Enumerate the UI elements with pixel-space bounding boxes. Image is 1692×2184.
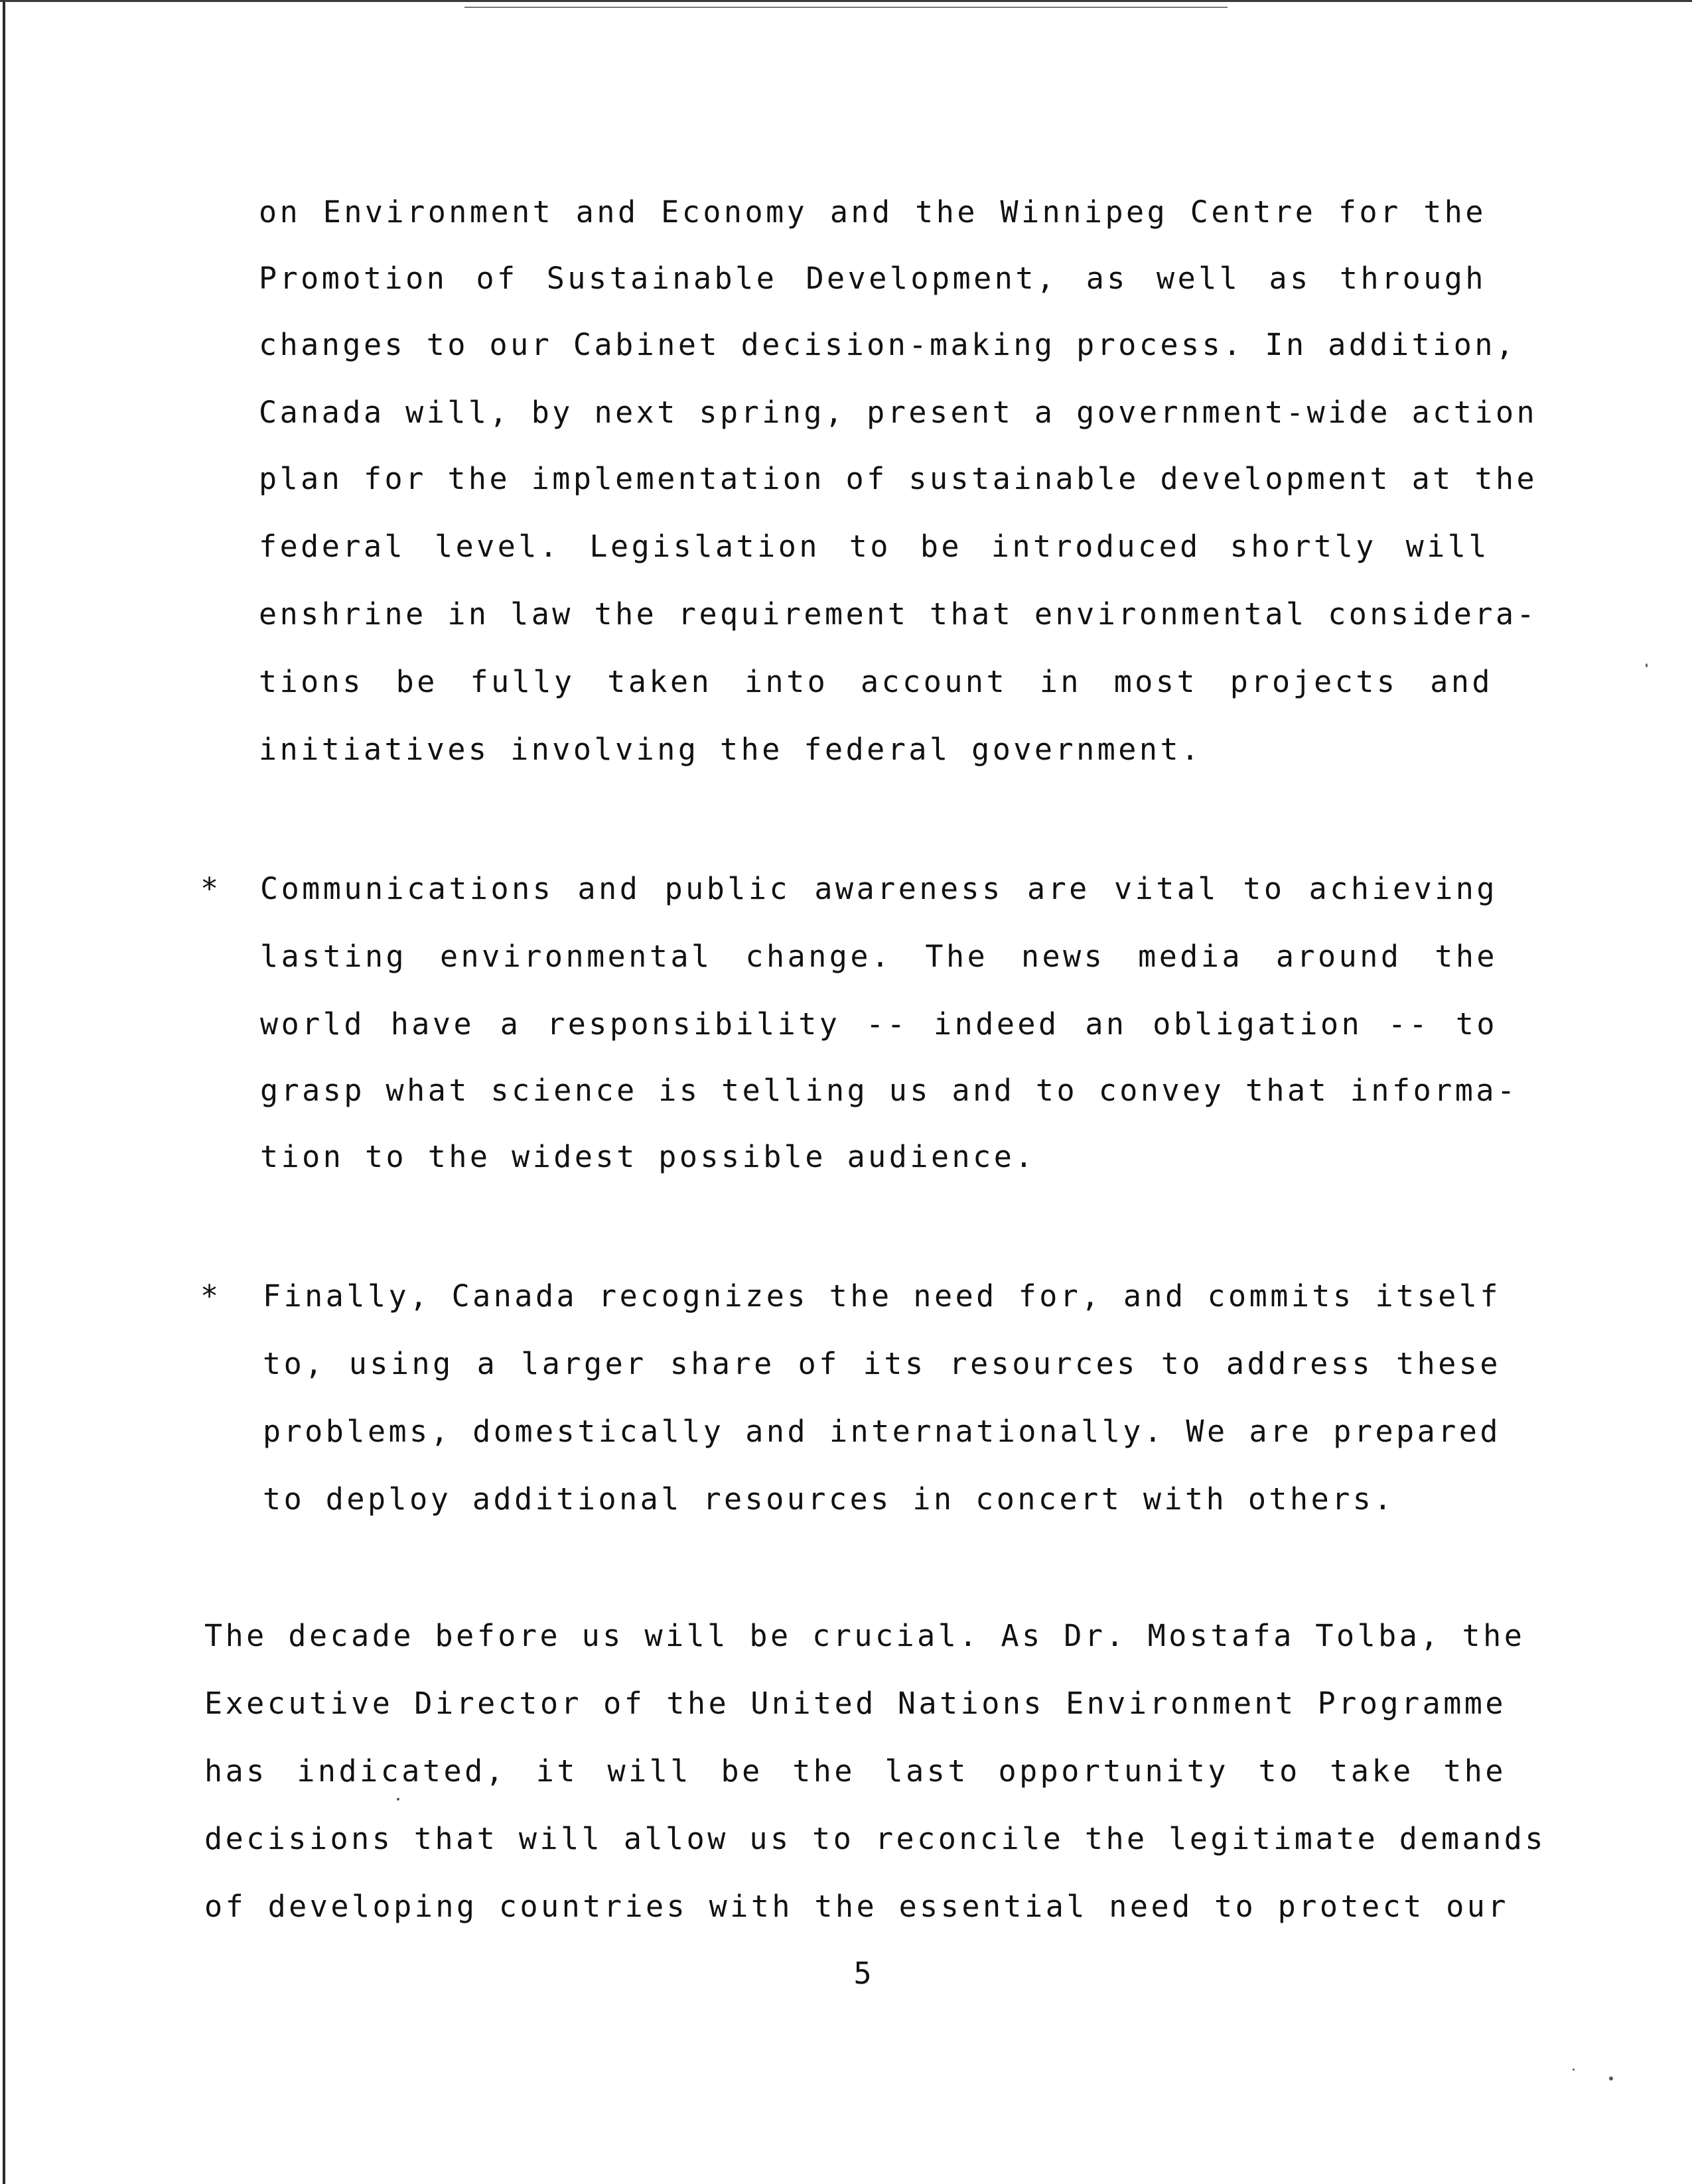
- scan-speck: [1609, 2077, 1613, 2081]
- bullet-line: to deploy additional resources in concert with others.: [263, 1481, 1395, 1517]
- bullet-line: world have a responsibility -- indeed an obligation -- to: [260, 1006, 1498, 1042]
- scan-speck: [397, 1798, 399, 1801]
- bullet-item-communications: [260, 869, 1518, 1188]
- paragraph-line: enshrine in law the requirement that environmental considera-: [259, 596, 1538, 632]
- scan-left-edge: [3, 0, 5, 2184]
- paragraph-line: Canada will, by next spring, present a government-wide action: [259, 395, 1538, 430]
- paragraph-line: decisions that will allow us to reconcile the legitimate demands: [204, 1821, 1546, 1856]
- scan-speck: [1573, 2069, 1575, 2071]
- bullet-line: Finally, Canada recognizes the need for, and commits itself: [263, 1278, 1501, 1314]
- paragraph-line: plan for the implementation of sustainable development at the: [259, 461, 1538, 496]
- paragraph-line: tions be fully taken into account in most projects and: [259, 664, 1493, 699]
- paragraph-line: changes to our Cabinet decision-making process. In addition,: [259, 327, 1517, 362]
- paragraph-line: on Environment and Economy and the Winnipeg Centre for the: [259, 194, 1486, 230]
- closing-paragraph: [204, 1616, 1546, 1935]
- scan-top-edge: [0, 0, 1692, 2]
- scan-top-rule: [464, 7, 1228, 8]
- paragraph-line: initiatives involving the federal government.: [259, 732, 1202, 767]
- bullet-line: Communications and public awareness are vital to achieving: [260, 871, 1498, 906]
- paragraph-line: of developing countries with the essential need to protect our: [204, 1889, 1509, 1924]
- paragraph-line: Executive Director of the United Nations Environment Programme: [204, 1686, 1506, 1721]
- paragraph-line: federal level. Legislation to be introduced shortly will: [259, 529, 1490, 564]
- bullet-line: grasp what science is telling us and to convey that informa-: [260, 1073, 1518, 1108]
- bullet-line: problems, domestically and internationally. We are prepared: [263, 1414, 1501, 1449]
- scan-speck: [1646, 663, 1648, 667]
- bullet-line: lasting environmental change. The news media around the: [260, 939, 1498, 974]
- page-number: 5: [853, 1956, 872, 1991]
- bullet-line: to, using a larger share of its resources to address these: [263, 1346, 1501, 1381]
- bullet-marker: *: [200, 871, 219, 906]
- paragraph-line: The decade before us will be crucial. As Dr. Mostafa Tolba, the: [204, 1618, 1525, 1653]
- bullet-item-finally: [263, 1276, 1504, 1529]
- continued-paragraph: [259, 192, 1538, 770]
- bullet-line: tion to the widest possible audience.: [260, 1139, 1036, 1174]
- paragraph-line: has indicated, it will be the last opportunity to take the: [204, 1753, 1506, 1789]
- paragraph-line: Promotion of Sustainable Development, as well as through: [259, 261, 1486, 296]
- bullet-marker: *: [200, 1278, 219, 1314]
